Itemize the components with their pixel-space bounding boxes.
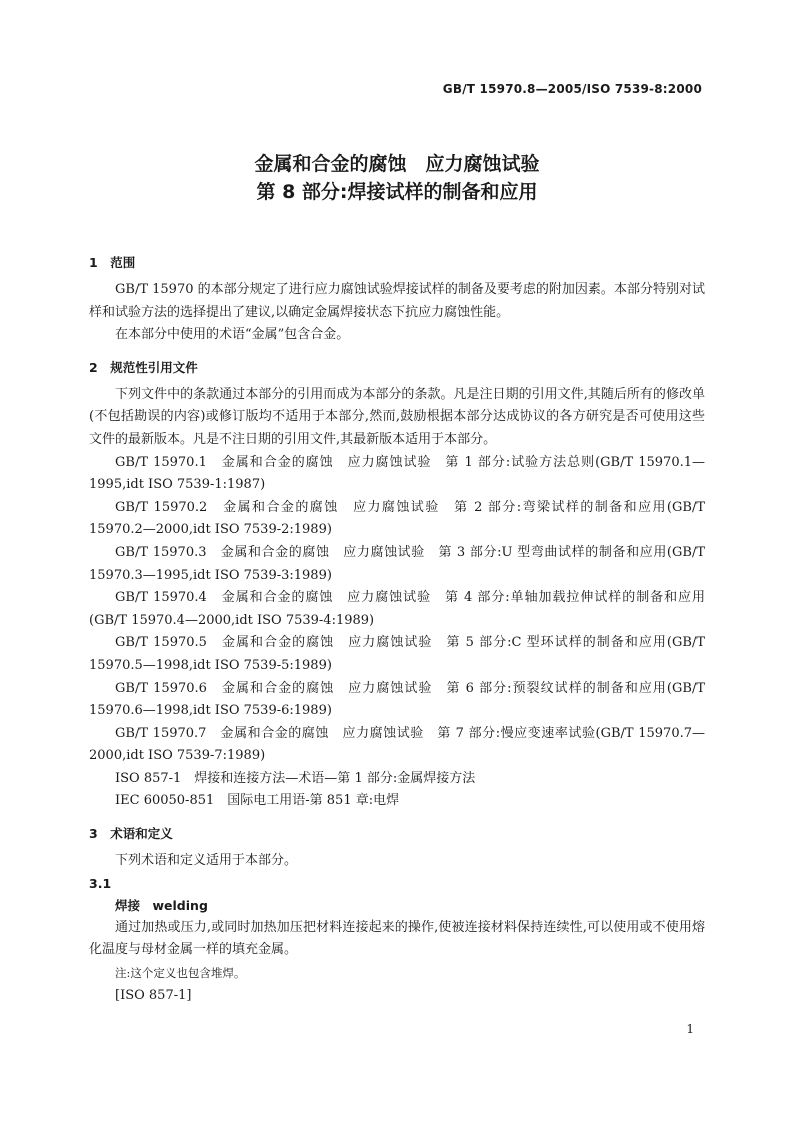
page-number: 1 bbox=[686, 1022, 694, 1036]
term-source: [ISO 857-1] bbox=[115, 987, 192, 1003]
reference-item: GB/T 15970.4 金属和合金的腐蚀 应力腐蚀试验 第 4 部分:单轴加载拉伸试样的制备和应用(GB/T 15970.4—2000,idt ISO 7539-4:1989) bbox=[89, 590, 705, 628]
section-1-heading: 1 范围 bbox=[89, 255, 136, 270]
reference-item: GB/T 15970.7 金属和合金的腐蚀 应力腐蚀试验 第 7 部分:慢应变速率试验(GB/T 15970.7—2000,idt ISO 7539-7:1989) bbox=[89, 725, 705, 764]
reference-item: GB/T 15970.5 金属和合金的腐蚀 应力腐蚀试验 第 5 部分:C 型环试样的制备和应用(GB/T 15970.5—1998,idt ISO 7539-5:1989) bbox=[89, 635, 710, 673]
term-title: 焊接 welding bbox=[115, 897, 208, 913]
section-3-intro: 下列术语和定义适用于本部分。 bbox=[115, 853, 298, 869]
reference-item: GB/T 15970.6 金属和合金的腐蚀 应力腐蚀试验 第 6 部分:预裂纹试样的制备和应用(GB/T 15970.6—1998,idt ISO 7539-6:1989) bbox=[89, 680, 710, 719]
document-body bbox=[89, 252, 710, 1008]
title-line-1: 金属和合金的腐蚀 应力腐蚀试验 bbox=[254, 153, 540, 175]
reference-item: GB/T 15970.2 金属和合金的腐蚀 应力腐蚀试验 第 2 部分:弯梁试样的制备和应用(GB/T 15970.2—2000,idt ISO 7539-2:1989) bbox=[89, 499, 710, 538]
term-number: 3.1 bbox=[89, 875, 112, 891]
document-title bbox=[0, 150, 794, 206]
reference-item: IEC 60050-851 国际电工用语-第 851 章:电焊 bbox=[115, 793, 400, 809]
standard-number: GB/T 15970.8—2005/ISO 7539-8:2000 bbox=[442, 82, 702, 96]
reference-item: GB/T 15970.1 金属和合金的腐蚀 应力腐蚀试验 第 1 部分:试验方法总则(GB/T 15970.1—1995,idt ISO 7539-1:1987) bbox=[89, 454, 705, 493]
title-line-2: 第 8 部分:焊接试样的制备和应用 bbox=[256, 181, 538, 203]
section-2-heading: 2 规范性引用文件 bbox=[89, 359, 198, 375]
section-1-paragraph-2: 在本部分中使用的术语“金属”包含合金。 bbox=[115, 327, 350, 343]
term-definition: 通过加热或压力,或同时加热加压把材料连接起来的操作,使被连接材料保持连续性,可以使用或不使用熔化温度与母材金属一样的填充金属。 bbox=[89, 919, 705, 958]
reference-item: ISO 857-1 焊接和连接方法—术语—第 1 部分:金属焊接方法 bbox=[115, 770, 476, 786]
reference-item: GB/T 15970.3 金属和合金的腐蚀 应力腐蚀试验 第 3 部分:U 型弯曲试样的制备和应用(GB/T 15970.3—1995,idt ISO 7539-3:1989) bbox=[89, 544, 710, 583]
term-note: 注:这个定义也包含堆焊。 bbox=[115, 965, 246, 980]
section-1-paragraph-1: GB/T 15970 的本部分规定了进行应力腐蚀试验焊接试样的制备及要考虑的附加因素。本部分特别对试样和试验方法的选择提出了建议,以确定金属焊接状态下抗应力腐蚀性能。 bbox=[89, 282, 705, 320]
section-3-heading: 3 术语和定义 bbox=[89, 826, 173, 842]
section-2-intro: 下列文件中的条款通过本部分的引用而成为本部分的条款。凡是注日期的引用文件,其随后所有的修改单(不包括勘误的内容)或修订版均不适用于本部分,然而,鼓励根据本部分达成协议的各方研究是否可使用这些文件的最新版本。凡是不注日期的引用文件,其最新版本适用于本部分。 bbox=[89, 386, 705, 447]
